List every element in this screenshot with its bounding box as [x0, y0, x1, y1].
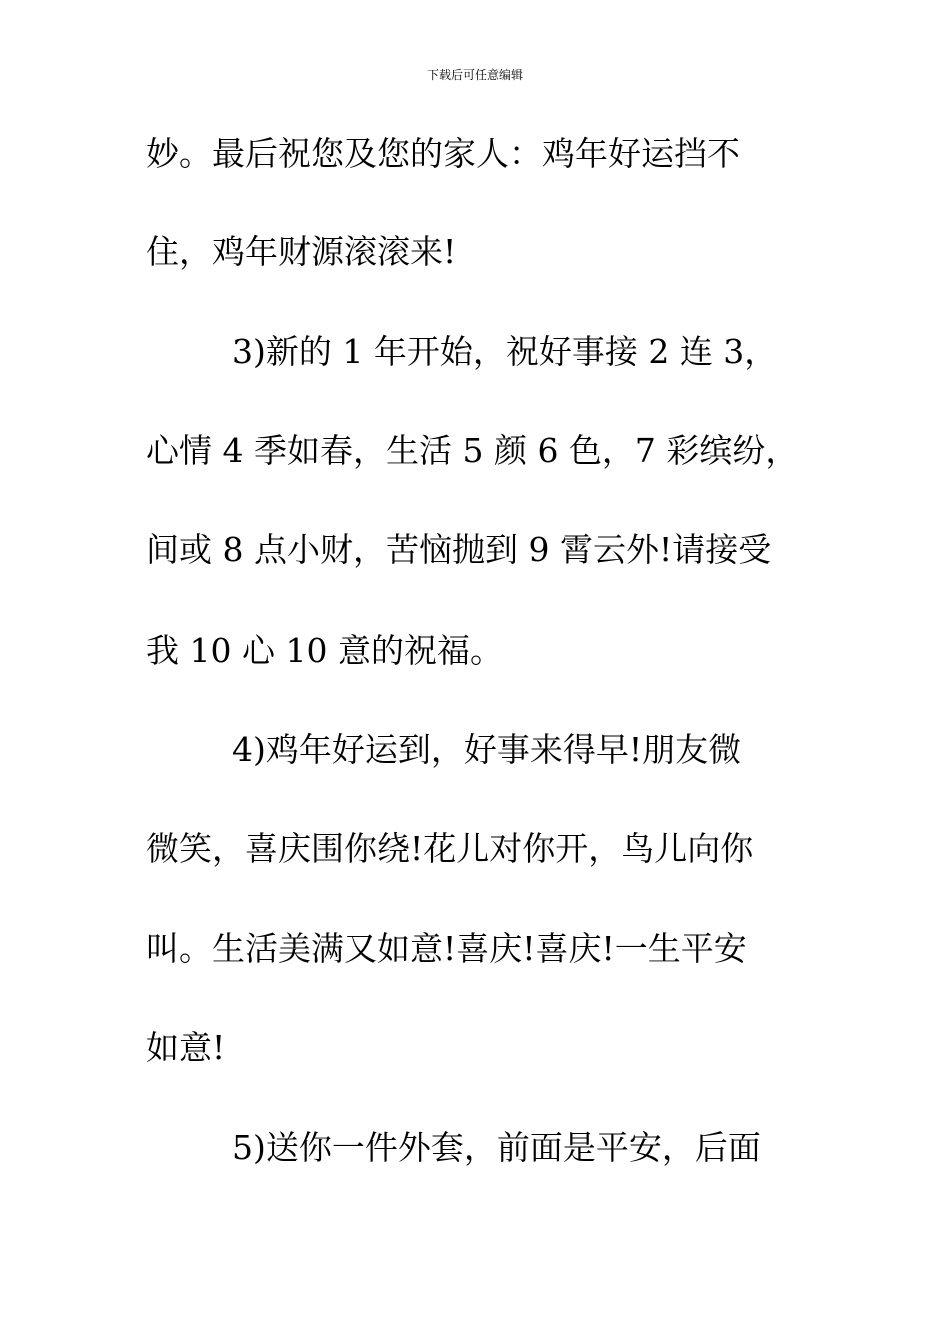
- text-line: 住，鸡年财源滚滚来!: [146, 232, 457, 271]
- text-line: 4)鸡年好运到，好事来得早!朋友微: [232, 730, 742, 769]
- text-line: 间或 8 点小财，苦恼抛到 9 霄云外!请接受: [146, 530, 772, 569]
- page-header: 下载后可任意编辑: [426, 68, 523, 82]
- text-line: 我 10 心 10 意的祝福。: [146, 631, 503, 670]
- text-line: 心情 4 季如春，生活 5 颜 6 色，7 彩缤纷，: [146, 431, 799, 470]
- text-line: 如意!: [146, 1028, 226, 1067]
- text-line: 3)新的 1 年开始，祝好事接 2 连 3，: [232, 332, 778, 371]
- text-line: 妙。最后祝您及您的家人：鸡年好运挡不: [146, 134, 740, 173]
- text-line: 叫。生活美满又如意!喜庆!喜庆!一生平安: [146, 929, 747, 968]
- text-line: 微笑，喜庆围你绕!花儿对你开，鸟儿向你: [146, 829, 754, 868]
- text-line: 5)送你一件外套，前面是平安，后面: [232, 1128, 761, 1167]
